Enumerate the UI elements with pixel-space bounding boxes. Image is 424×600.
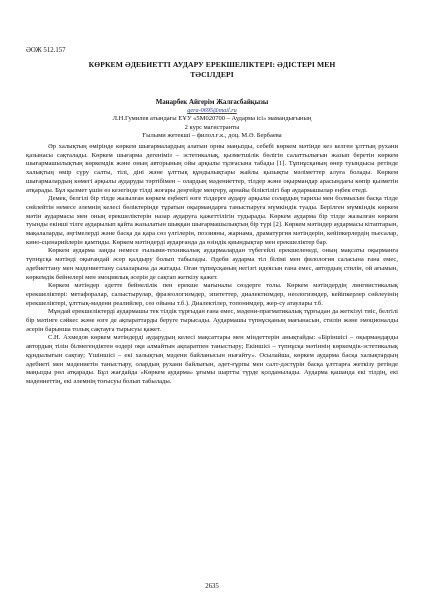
affiliation-line: 2 курс магистранты [184,123,240,131]
article-title [26,60,398,80]
body-paragraph: Көркем аударма заңды немесе ғылыми-техникалық аудармалардан түбегейлі ерекшеленеді, оның мақсаты оқырманға түпнұсқа мәтінді оқығандай әсер қалдыру болып табылады. Әдеби аударма тіл білімі мен филология саласына ғана емес, әдебиеттану мен мәдениеттану салаларына да жатады. Оған тұпнұсқаның негізгі идеясын ғана емес, автордың стилін, ой ағымын, көркемдік бейнелері мен эмоциялық әсерін де сақтап жеткізу қажет. [26,247,398,281]
page-number: 2635 [205,583,219,590]
article-title-line: КӨРКЕМ ӘДЕБИЕТТІ АУДАРУ ЕРЕКШЕЛІКТЕРІ: ӘДІСТЕРІ МЕН [88,60,336,69]
affiliation-line: Л.Н.Гумилев атындағы ЕҰУ «5М020700 – Аударма ісі» мамандығының [112,115,312,122]
body-paragraph: Көркем мәтіндер әдетте бейнелілік пен ерекше мағыналы сөздерге толы. Көркем мәтіндердің лингвистикалық ерекшеліктері: метафоралар, салыстырулар, фразеологизмдер, эпитеттер, диалектизмдер, неологизмдер, кейіпкерлер сөйлеуінің ерекшеліктері, ұлттық-мәдени реалийлер, сөз ойыны т.б.). Диалектілер, топонимдер, жер-су атаулары т.б. [26,282,398,307]
body-paragraph: Әр халықтың өмірінде көркем шығармалардың алатын орны маңызды, себебі көркем мәтінде кез келген ұлттың рухани қазынасы сақталады. Көркем шығарма дегеніміз – эстетикалық, қызметшілік бөлігін салаттылығын жазып беретін көркем шығармашылықтың көркемдік және оның авторының ойы арқылы тұлғасына табады [1]. Тұпнұсқаның өнер туындысы ретінде халықтың өмір сүру салты, тілі, діні және ұлттық құндылықтары жайлы қызықты мәліметтер алуға болады. Көркем шығармалардың көмегі арқылы аударуды тәртібімен – олардың мәдениеттер, тілдер және оқырмандар арасындағы көпір қызметін атқарады. Бұл қызмет ұшін өз кезегінде тілді жоғары деңгейде меңгеру, арнайы біліктілігі бар аудармашылар еңбек етеді. [26,143,398,194]
body-paragraph: Мұндай ерекшеліктерді аудармашы тек тілдік тұрғыдан ғана емес, мәдени-прагматикалық тұрғыдан да жеткізуі тиіс, белгілі бір мәтінге сәйкес және өзге де ақпараттарды беруге тырысады. Аудармашы түпнұсқаның мағынасын, стилін және эмоционалды әсерін барынша толық сақтауға тырысуы қажет. [26,308,398,333]
article-body [26,143,398,387]
author-email-link[interactable]: gera-0695@mail.ru [187,107,237,114]
author-name: Манарбек Айгерім Жалғасбайқызы [155,99,269,106]
author-affiliation [26,115,398,141]
body-paragraph: Демек, белгілі бір тілде жазылған көркем еңбекті өзге тілдерге аудару арқылы солардың тарихы мен болмысын басқа тілде сөйлейтін немесе әлемнің келесі бөліктерінде тұратын оқырмандарға таныстыруға мүмкіндік туады. Берілген мүмкіндік көркем мәтін аудармасы мен оның ерекшеліктерін назар аударуға қажеттілігін тудырады. Көркем аударма бір тілде жазылған көркем туынды екінші тілге аударылып қайта жазылатын шыққан шығармашылықтың бір түрі [2]. Көркем мәтіндер аудармасы кітаптарын, мақалаларды, әңгімелерді және басқа да қара сөз үлгілерін, поэзияны, жарнама, драматургия мәтіндерін, кейіпкерлердің пьесалар, кино-сценарийлерін қамтиды. Көркем мәтіндерді аударғанда да өзіндік қиындықтар мен ерекшеліктер бар. [26,195,398,246]
document-page [26,0,398,600]
udc-code: ӘОЖ 512.157 [26,47,66,54]
supervisor-line: Ғылыми жетекші – филол.ғ.к., доц. М.Ә. Бербаева [142,132,282,140]
body-paragraph: С.Н. Ахмедов көркем мәтіндерді аударудың келесі мақсаттары мен міндеттерін анықтайды: «Біріншісі – оқырмандарды автордың тілін білмегендіктен өздері оқи алмайтын ақпаратпен таныстыру; Екіншісі – түпнұсқа мәтіннің көркемдік-эстетикалық құндылығын сақтау; Үшіншісі – екі халықтың мәдени байланысын нығайту». Осылайша, көркем аударма басқа халықтардың әдебиеті мен мәдениетін таныстыру, олардың рухани байлығын, әдет-ғұрпы мен салт-дәстүрін басқа ұлттарға жеткізу ретінде маңызды рөл атқарады. Бұл жағдайда «Көркем аударма» ұғымы шартты түрде қолданылады. Аударма қашанда екі тілдің, екі мәдениеттің, екі әлемнің тоғысуы болып табылады. [26,334,398,385]
article-title-line: ТӘСІЛДЕРІ [190,70,234,79]
